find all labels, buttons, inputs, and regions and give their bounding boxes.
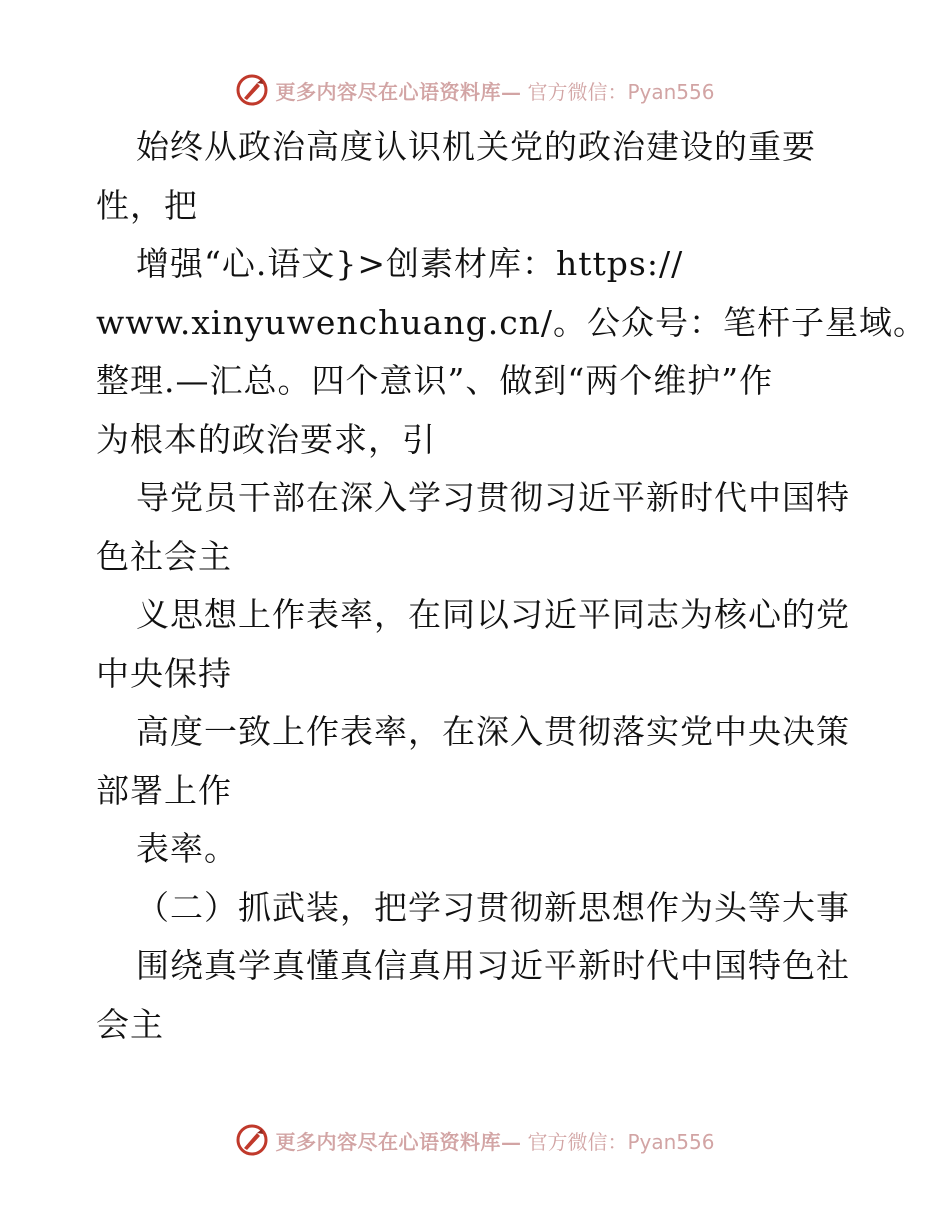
body-line: 中央保持 [96,653,232,693]
body-line: 增强“心.语文}>创素材库：https:// [136,244,684,283]
quill-logo-icon [235,1123,269,1157]
body-line: 性，把 [96,185,198,225]
body-line: 始终从政治高度认识机关党的政治建设的重要 [136,127,816,166]
body-line: 部署上作 [96,770,232,810]
body-line: 为根本的政治要求，引 [96,419,436,459]
body-line: www.xinyuwenchuang.cn/。公众号：笔杆子星域。 [96,302,928,342]
footer-brand-text: 更多内容尽在心语资料库— [275,1129,522,1154]
body-line: （二）抓武装，把学习贯彻新思想作为头等大事 [136,887,850,927]
footer-watermark [0,1120,950,1160]
document-body [96,118,928,1054]
body-line: 义思想上作表率，在同以习近平同志为核心的党 [136,595,850,634]
header-brand-text: 更多内容尽在心语资料库— [275,79,522,104]
body-line: 会主 [96,1004,164,1044]
body-line: 围绕真学真懂真信真用习近平新时代中国特色社 [136,946,850,985]
quill-logo-icon [235,73,269,107]
body-line: 整理.—汇总。四个意识”、做到“两个维护”作 [96,361,774,400]
body-line: 高度一致上作表率，在深入贯彻落实党中央决策 [136,712,850,751]
body-line: 色社会主 [96,536,232,576]
body-line: 表率。 [136,829,238,868]
footer-wechat-text: 官方微信：Pyan556 [527,1129,715,1154]
header-wechat-text: 官方微信：Pyan556 [527,79,715,104]
body-line: 导党员干部在深入学习贯彻习近平新时代中国特 [136,478,850,517]
header-watermark [0,70,950,110]
